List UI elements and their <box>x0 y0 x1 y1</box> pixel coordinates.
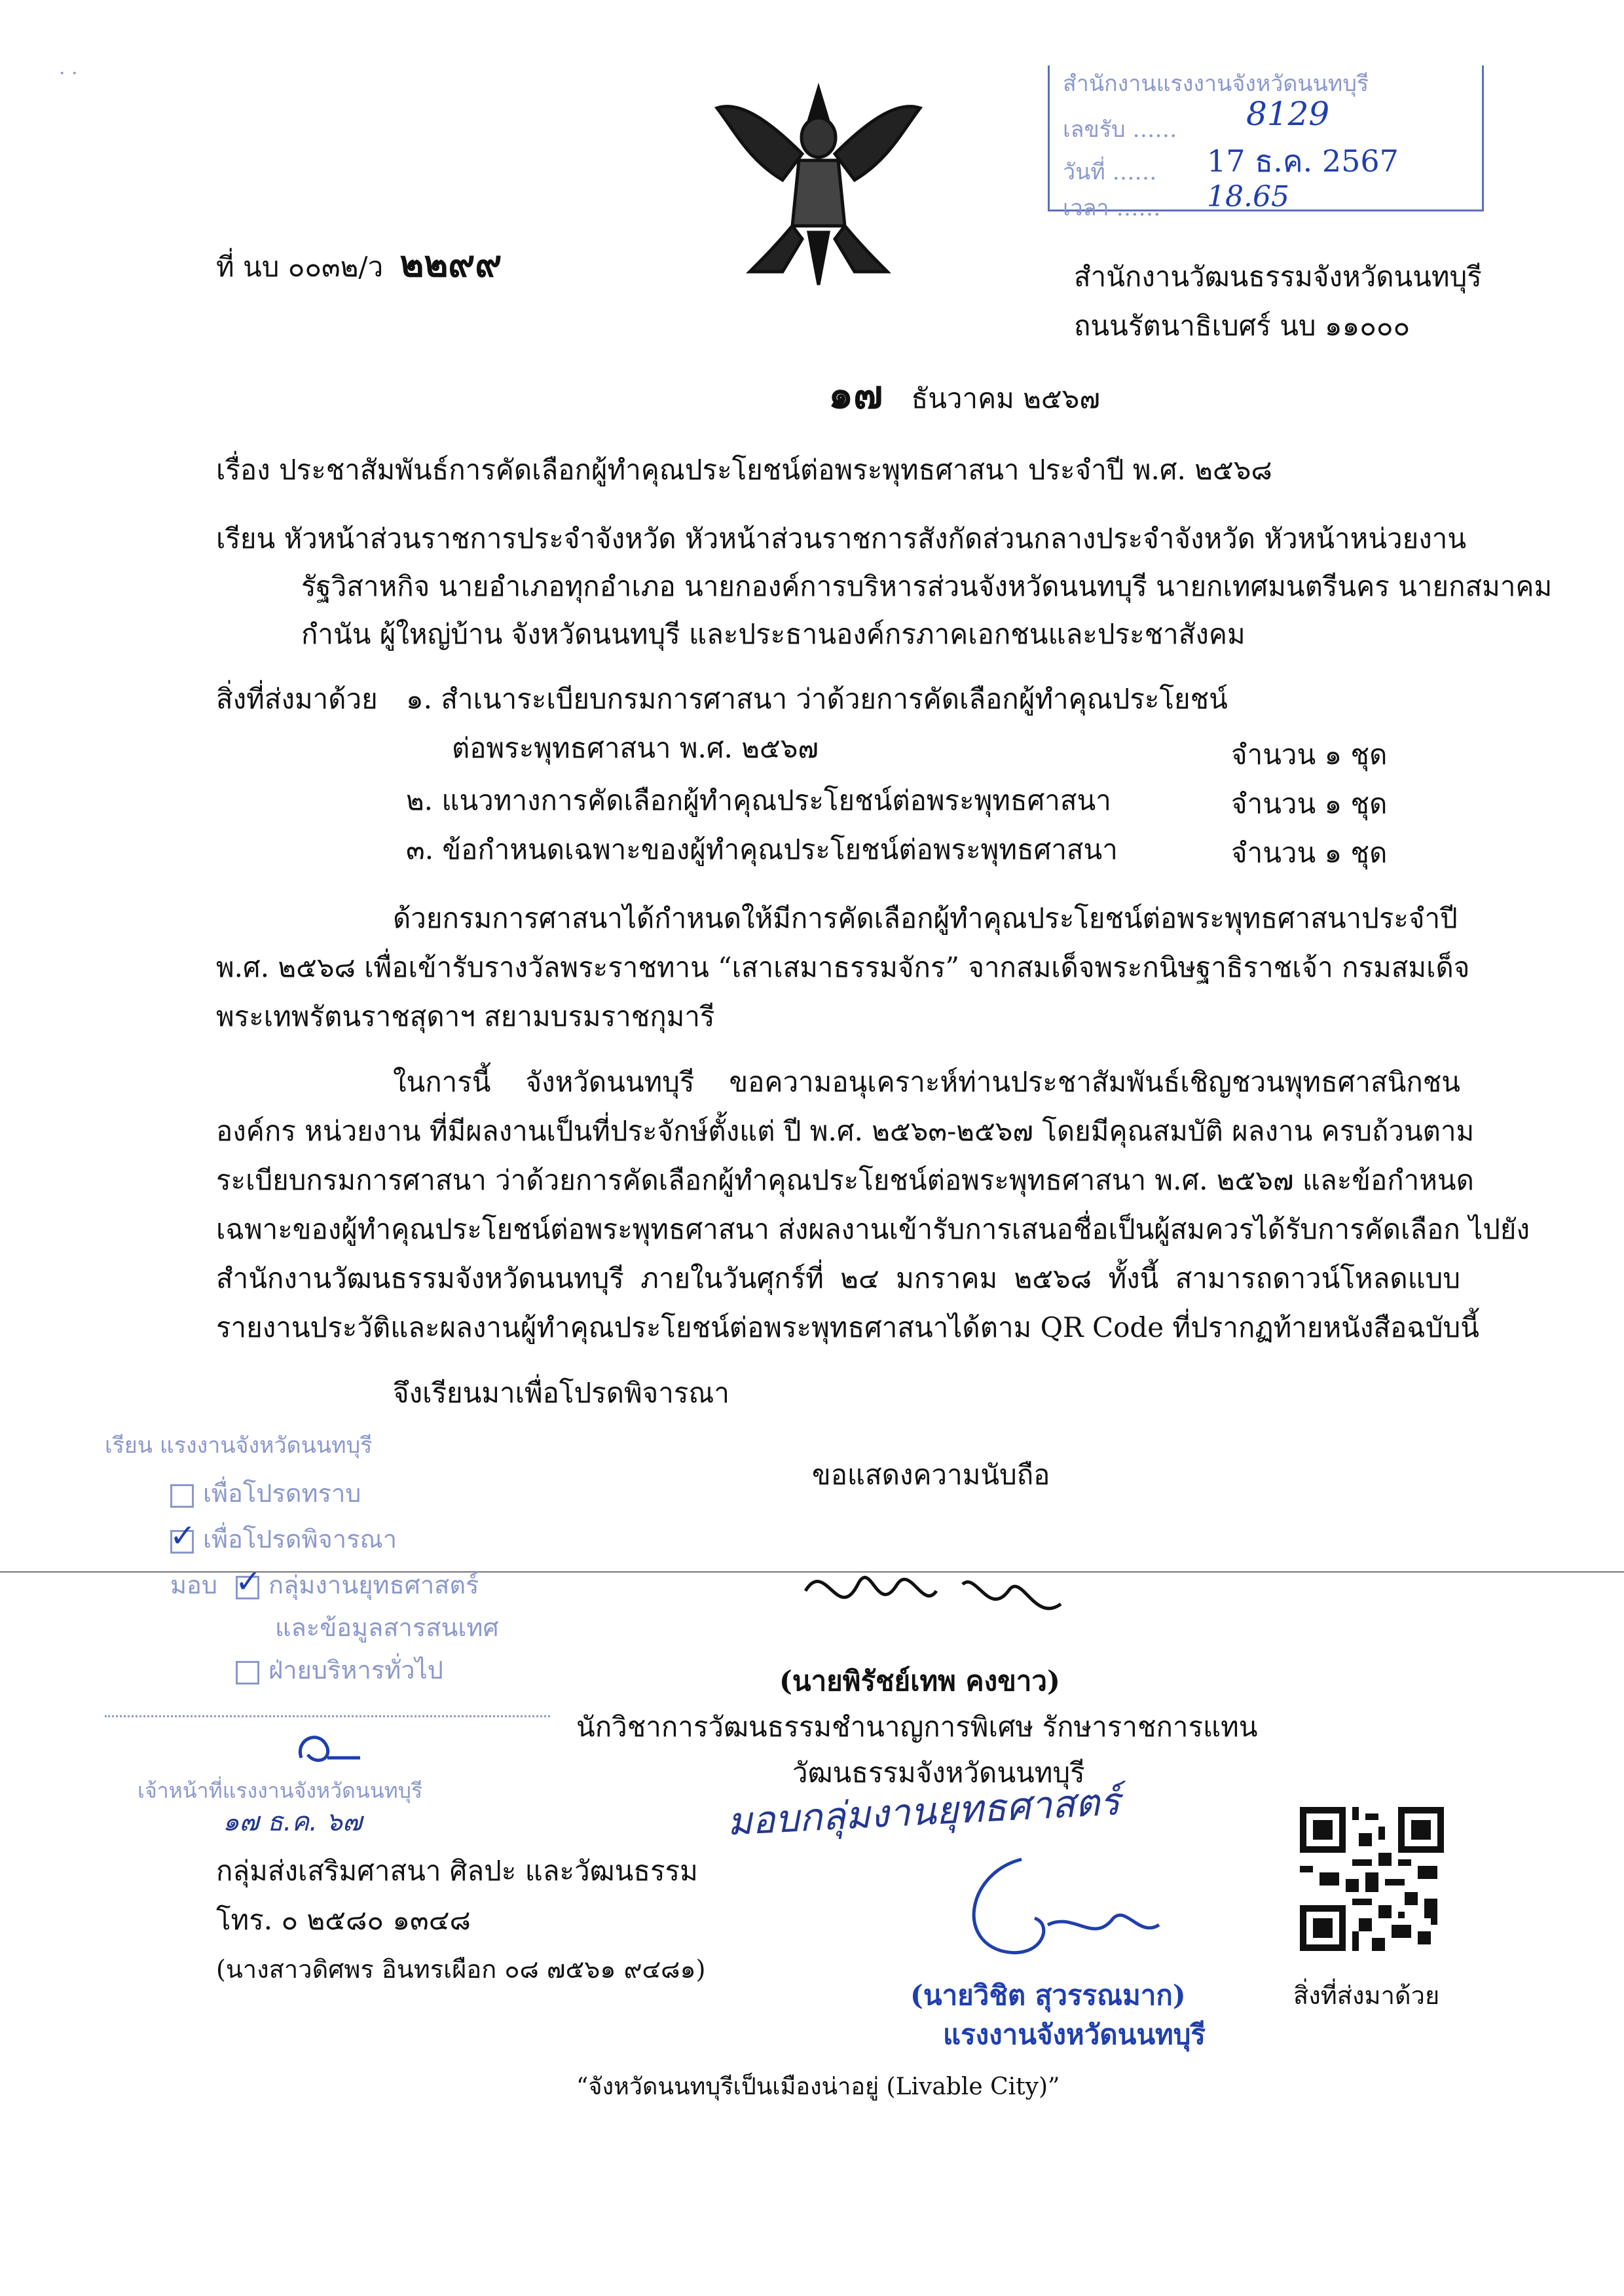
qr-caption: สิ่งที่ส่งมาด้วย <box>1293 1981 1440 2010</box>
paragraph-1-line-3: พระเทพรัตนราชสุดาฯ สยามบรมราชกุมารี <box>216 1000 715 1032</box>
receipt-stamp-date: 17 ธ.ค. 2567 <box>1207 143 1399 179</box>
enclosure-item-3: ๓. ข้อกำหนดเฉพาะของผู้ทำคุณประโยชน์ต่อพระพุทธศาสนา <box>406 833 1118 866</box>
receipt-stamp-date-label: วันที่ …… <box>1063 159 1157 185</box>
closing-request: จึงเรียนมาเพื่อโปรดพิจารณา <box>393 1377 729 1409</box>
contact-person: (นางสาวดิศพร อินทรเผือก ๐๘ ๗๕๖๑ ๙๔๘๑) <box>216 1955 706 1984</box>
office-name: สำนักงานวัฒนธรรมจังหวัดนนทบุรี <box>1074 261 1482 293</box>
scan-mark: · · <box>59 62 78 85</box>
date-day-handwritten: ๑๗ <box>828 372 883 418</box>
checkbox-empty-icon <box>236 1661 259 1685</box>
receipt-stamp-time-label: เวลา …… <box>1063 195 1161 221</box>
office-address: ถนนรัตนาธิเบศร์ นบ ๑๑๐๐๐ <box>1074 310 1411 342</box>
subject-line: เรื่อง ประชาสัมพันธ์การคัดเลือกผู้ทำคุณประโยชน์ต่อพระพุทธศาสนา ประจำปี พ.ศ. ๒๕๖๘ <box>216 454 1272 486</box>
receipt-stamp-number-label: เลขรับ …… <box>1063 117 1177 143</box>
routing-option-2-label: เพื่อโปรดพิจารณา <box>203 1525 397 1554</box>
garuda-emblem <box>710 75 927 291</box>
receipt-stamp-number: 8129 <box>1246 95 1330 133</box>
receipt-stamp-time: 18.65 <box>1207 180 1289 213</box>
qr-code-icon <box>1300 1807 1444 1951</box>
second-signer-position: แรงงานจังหวัดนนทบุรี <box>943 2018 1206 2050</box>
recipients-line-1: เรียน หัวหน้าส่วนราชการประจำจังหวัด หัวหน้าส่วนราชการสังกัดส่วนกลางประจำจังหวัด หัวหน้าหน่วยงาน <box>216 522 1467 555</box>
routing-assign-option-2 <box>236 1650 443 1690</box>
paragraph-2-line-6: รายงานประวัติและผลงานผู้ทำคุณประโยชน์ต่อพระพุทธศาสนาได้ตาม QR Code ที่ปรากฏท้ายหนังสือฉบับนี้ <box>216 1311 1479 1343</box>
enclosure-item-2-qty: จำนวน ๑ ชุด <box>1231 788 1388 820</box>
routing-assign-option-1 <box>236 1565 479 1605</box>
letter-date <box>828 372 1100 418</box>
routing-assign-label: มอบ <box>170 1571 217 1599</box>
routing-stamp-footer: เจ้าหน้าที่แรงงานจังหวัดนนทบุรี <box>138 1778 423 1803</box>
paragraph-1-line-1: ด้วยกรมการศาสนาได้กำหนดให้มีการคัดเลือกผู้ทำคุณประโยชน์ต่อพระพุทธศาสนาประจำปี <box>393 902 1458 934</box>
routing-stamp-header: เรียน แรงงานจังหวัดนนทบุรี <box>105 1432 373 1459</box>
signer-name: (นายพิรัชย์เทพ คงขาว) <box>779 1665 1060 1697</box>
checkbox-empty-icon <box>170 1484 194 1508</box>
paragraph-2-line-5: สำนักงานวัฒนธรรมจังหวัดนนทบุรี ภายในวันศุกร์ที่ ๒๔ มกราคม ๒๕๖๘ ทั้งนี้ สามารถดาวน์โหลดแบบ <box>216 1262 1460 1294</box>
second-signer-name: (นายวิชิต สุวรรณมาก) <box>910 1979 1186 2011</box>
contact-phone: โทร. ๐ ๒๕๘๐ ๑๓๔๘ <box>216 1904 471 1936</box>
reference-handwritten: ๒๒๙๙ <box>399 242 502 285</box>
signature <box>799 1545 1074 1646</box>
routing-option-1-label: เพื่อโปรดทราบ <box>203 1479 361 1508</box>
routing-stamp-hand-date: ๑๗ ธ.ค. ๖๗ <box>223 1807 362 1837</box>
routing-stamp-dotted-line <box>105 1715 550 1717</box>
paragraph-2-line-3: ระเบียบกรมการศาสนา ว่าด้วยการคัดเลือกผู้ทำคุณประโยชน์ต่อพระพุทธศาสนา พ.ศ. ๒๕๖๗ และข้อกำหนด <box>216 1164 1474 1196</box>
slogan: “จังหวัดนนทบุรีเป็นเมืองน่าอยู่ (Livable City)” <box>576 2073 1060 2100</box>
routing-assign-option-2-label: ฝ่ายบริหารทั่วไป <box>268 1656 443 1685</box>
paragraph-2-line-1: ในการนี้ จังหวัดนนทบุรี ขอความอนุเคราะห์ท่านประชาสัมพันธ์เชิญชวนพุทธศาสนิกชน <box>393 1066 1460 1098</box>
enclosures-label: สิ่งที่ส่งมาด้วย <box>216 683 378 715</box>
signer-position-2: วัฒนธรรมจังหวัดนนทบุรี <box>792 1757 1085 1789</box>
recipients-line-3: กำนัน ผู้ใหญ่บ้าน จังหวัดนนทบุรี และประธานองค์กรภาคเอกชนและประชาสังคม <box>301 618 1246 650</box>
routing-assign-option-1-cont: และข้อมูลสารสนเทศ <box>275 1613 499 1642</box>
reference-number <box>216 242 502 285</box>
contact-group: กลุ่มส่งเสริมศาสนา ศิลปะ และวัฒนธรรม <box>216 1855 698 1887</box>
handwritten-assignment: มอบกลุ่มงานยุทธศาสตร์ <box>726 1779 1121 1844</box>
regards: ขอแสดงความนับถือ <box>812 1459 1050 1491</box>
paragraph-1-line-2: พ.ศ. ๒๕๖๘ เพื่อเข้ารับรางวัลพระราชทาน “เสาเสมาธรรมจักร” จากสมเด็จพระกนิษฐาธิราชเจ้า กรมสมเด็จ <box>216 951 1470 983</box>
routing-assign-option-1-label: กลุ่มงานยุทธศาสตร์ <box>268 1571 479 1599</box>
date-month-year: ธันวาคม ๒๕๖๗ <box>911 382 1100 414</box>
enclosure-item-2: ๒. แนวทางการคัดเลือกผู้ทำคุณประโยชน์ต่อพระพุทธศาสนา <box>406 784 1111 816</box>
checkbox-checked-icon: ✓ <box>235 1563 262 1600</box>
routing-stamp-initials <box>288 1725 367 1774</box>
enclosure-item-1-qty: จำนวน ๑ ชุด <box>1231 738 1388 771</box>
checkbox-checked-icon: ✓ <box>170 1517 196 1554</box>
second-signature <box>943 1846 1218 1980</box>
paragraph-2-line-2: องค์กร หน่วยงาน ที่มีผลงานเป็นที่ประจักษ์ตั้งแต่ ปี พ.ศ. ๒๕๖๓-๒๕๖๗ โดยมีคุณสมบัติ ผลงาน ครบถ้วนตาม <box>216 1115 1475 1147</box>
reference-label: ที่ นบ ๐๐๓๒/ว <box>216 251 384 283</box>
enclosure-item-3-qty: จำนวน ๑ ชุด <box>1231 837 1388 869</box>
routing-option-2 <box>170 1519 397 1559</box>
enclosure-item-1: ๑. สำเนาระเบียบกรมการศาสนา ว่าด้วยการคัดเลือกผู้ทำคุณประโยชน์ <box>406 683 1228 715</box>
signer-position-1: นักวิชาการวัฒนธรรมชำนาญการพิเศษ รักษาราชการแทน <box>576 1711 1258 1743</box>
enclosure-item-1-cont: ต่อพระพุทธศาสนา พ.ศ. ๒๕๖๗ <box>452 732 819 764</box>
routing-stamp <box>98 1427 570 1837</box>
receipt-stamp <box>1048 65 1484 221</box>
routing-option-1 <box>170 1473 361 1513</box>
paragraph-2-line-4: เฉพาะของผู้ทำคุณประโยชน์ต่อพระพุทธศาสนา ส่งผลงานเข้ารับการเสนอชื่อเป็นผู้สมควรได้รับการคัดเลือก ไปยัง <box>216 1213 1530 1245</box>
recipients-line-2: รัฐวิสาหกิจ นายอำเภอทุกอำเภอ นายกองค์การบริหารส่วนจังหวัดนนทบุรี นายกเทศมนตรีนคร นายกสมาคม <box>301 570 1553 602</box>
receipt-stamp-office: สำนักงานแรงงานจังหวัดนนทบุรี <box>1063 71 1369 97</box>
